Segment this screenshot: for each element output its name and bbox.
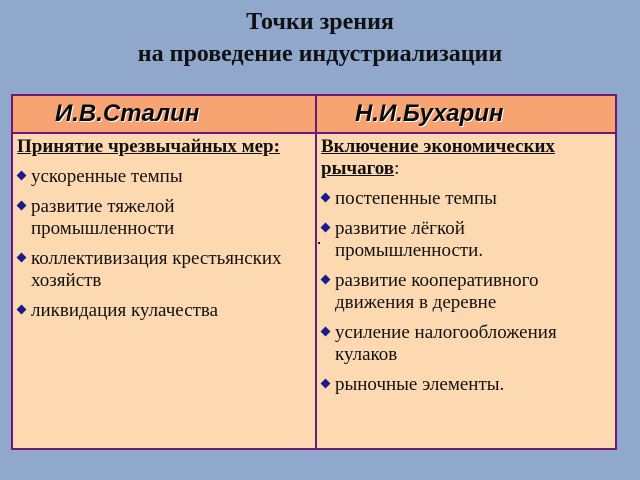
table-header-row: [13, 96, 615, 134]
list-item: [321, 188, 611, 210]
list-item: [17, 166, 307, 188]
list-item-text: развитие тяжелой промышленности: [31, 196, 175, 239]
bukharin-heading-text: Включение экономических рычагов: [321, 136, 555, 179]
column-divider: [315, 96, 317, 448]
diamond-bullet-icon: [321, 223, 331, 233]
list-item: [321, 270, 611, 314]
list-item: [17, 300, 307, 322]
list-item-text: постепенные темпы: [335, 188, 497, 209]
diamond-bullet-icon: [17, 305, 27, 315]
diamond-bullet-icon: [17, 253, 27, 263]
diamond-bullet-icon: [321, 275, 331, 285]
list-item-text: коллективизация крестьянских хозяйств: [31, 248, 282, 291]
list-item: [321, 374, 611, 396]
list-item-text: ликвидация кулачества: [31, 300, 219, 321]
list-item-text: ускоренные темпы: [31, 166, 183, 187]
diamond-bullet-icon: [321, 327, 331, 337]
page-title: [0, 6, 640, 70]
stalin-heading-text: Принятие чрезвычайных мер:: [17, 136, 280, 157]
list-item-text: развитие лёгкой промышленности.: [335, 218, 484, 261]
list-item-text: рыночные элементы.: [335, 374, 505, 395]
stalin-cell: [17, 136, 307, 330]
list-item: [321, 218, 611, 262]
list-item-text: развитие кооперативного движения в деревне: [335, 270, 539, 313]
diamond-bullet-icon: [17, 171, 27, 181]
diamond-bullet-icon: [321, 379, 331, 389]
list-item-text: усиление налогообложения кулаков: [335, 322, 557, 365]
list-item: [17, 196, 307, 240]
stalin-heading: [17, 136, 307, 158]
bukharin-cell: [321, 136, 611, 404]
header-stalin: И.В.Сталин: [55, 100, 200, 127]
stalin-list: [17, 166, 307, 322]
header-bukharin: Н.И.Бухарин: [355, 100, 504, 127]
bukharin-list: [321, 188, 611, 396]
title-line-1: Точки зрения: [246, 9, 394, 35]
diamond-bullet-icon: [17, 201, 27, 211]
list-item: [321, 322, 611, 366]
bukharin-heading-colon: :: [394, 158, 400, 179]
bukharin-heading: [321, 136, 611, 180]
diamond-bullet-icon: [321, 193, 331, 203]
stray-dot: [318, 242, 320, 244]
list-item: [17, 248, 307, 292]
comparison-table: [11, 94, 617, 450]
title-line-2: на проведение индустриализации: [137, 41, 503, 67]
